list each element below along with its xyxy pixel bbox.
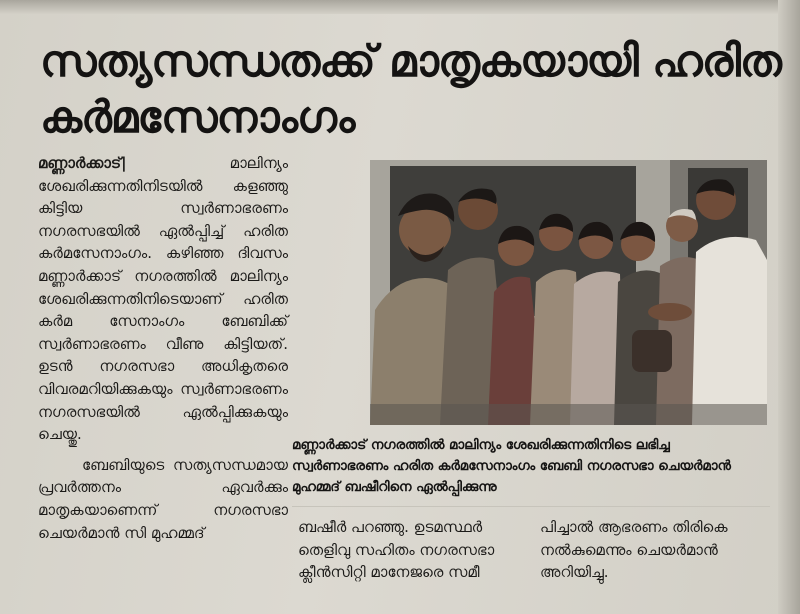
caption-line-1: മണ്ണാർക്കാട് നഗരത്തിൽ മാലിന്യം ശേഖരിക്കുന്നതിനിടെ ലഭിച്ച [292,438,670,453]
body-right-line-3: അറിയിച്ചു. [540,563,609,582]
body-mid-line-3: ക്ലീൻസിറ്റി മാനേജരെ സമീ [298,563,480,582]
page-shadow-top [0,0,800,14]
headline-line-1: സത്യസന്ധതക്ക് മാതൃകയായി ഹരിത [40,36,781,87]
photo-caption [292,436,768,498]
article-headline [40,34,780,146]
article-body-middle-column [298,516,530,584]
body-right-line-1: പിച്ചാൽ ആഭരണം തിരികെ [540,518,728,536]
caption-divider [292,506,770,507]
article-body-right-column [540,516,768,584]
headline-line-2: കർമസേനാംഗം [40,92,355,143]
article-body-left-column [38,152,288,550]
caption-line-3: മുഹമ്മദ് ബഷീറിനെ ഏൽപ്പിക്കുന്നു [292,479,497,495]
caption-line-2: സ്വർണാഭരണം ഹരിത കർമസേനാംഗം ബേബി നഗരസഭാ ചെയർമാൻ [292,458,731,474]
article-paragraph-1 [38,152,288,446]
news-photo [370,160,767,425]
body-right-line-2: നൽകുമെന്നും ചെയർമാൻ [540,540,718,559]
body-mid-line-2: തെളിവു സഹിതം നഗരസഭാ [298,540,495,559]
paragraph-1-text: മാലിന്യം ശേഖരിക്കുന്നതിനിടയിൽ കളഞ്ഞു കിട്ടിയ സ്വർണാഭരണം നഗരസഭയിൽ ഏൽപ്പിച്ച് ഹരിത കർമസേനാംഗം. കഴിഞ്ഞ ദിവസം മണ്ണാർക്കാട് നഗരത്തിൽ മാലിന്യം ശേഖരിക്കുന്നതിനിടെയാണ് ഹരിത കർമ സേനാംഗം ബേബിക്ക് സ്വർണാഭരണം വീണു കിട്ടിയത്. ഉടൻ നഗരസഭാ അധികൃതരെ വിവരമറിയിക്കുകയും സ്വർണാഭരണം നഗരസഭയിൽ ഏൽപ്പിക്കുകയും ചെയ്തു. [38,154,288,444]
dateline: മണ്ണാർക്കാട്| [38,154,127,172]
news-photo-illustration [370,160,767,425]
body-mid-line-1: ബഷീർ പറഞ്ഞു. ഉടമസ്ഥർ [298,518,483,536]
page-shadow-right [778,0,800,614]
article-paragraph-2: ബേബിയുടെ സത്യസന്ധമായ പ്രവർത്തനം ഏവർക്കും മാതൃകയാണെന്ന് നഗരസഭാ ചെയർമാൻ സി മുഹമ്മദ് [38,455,288,542]
